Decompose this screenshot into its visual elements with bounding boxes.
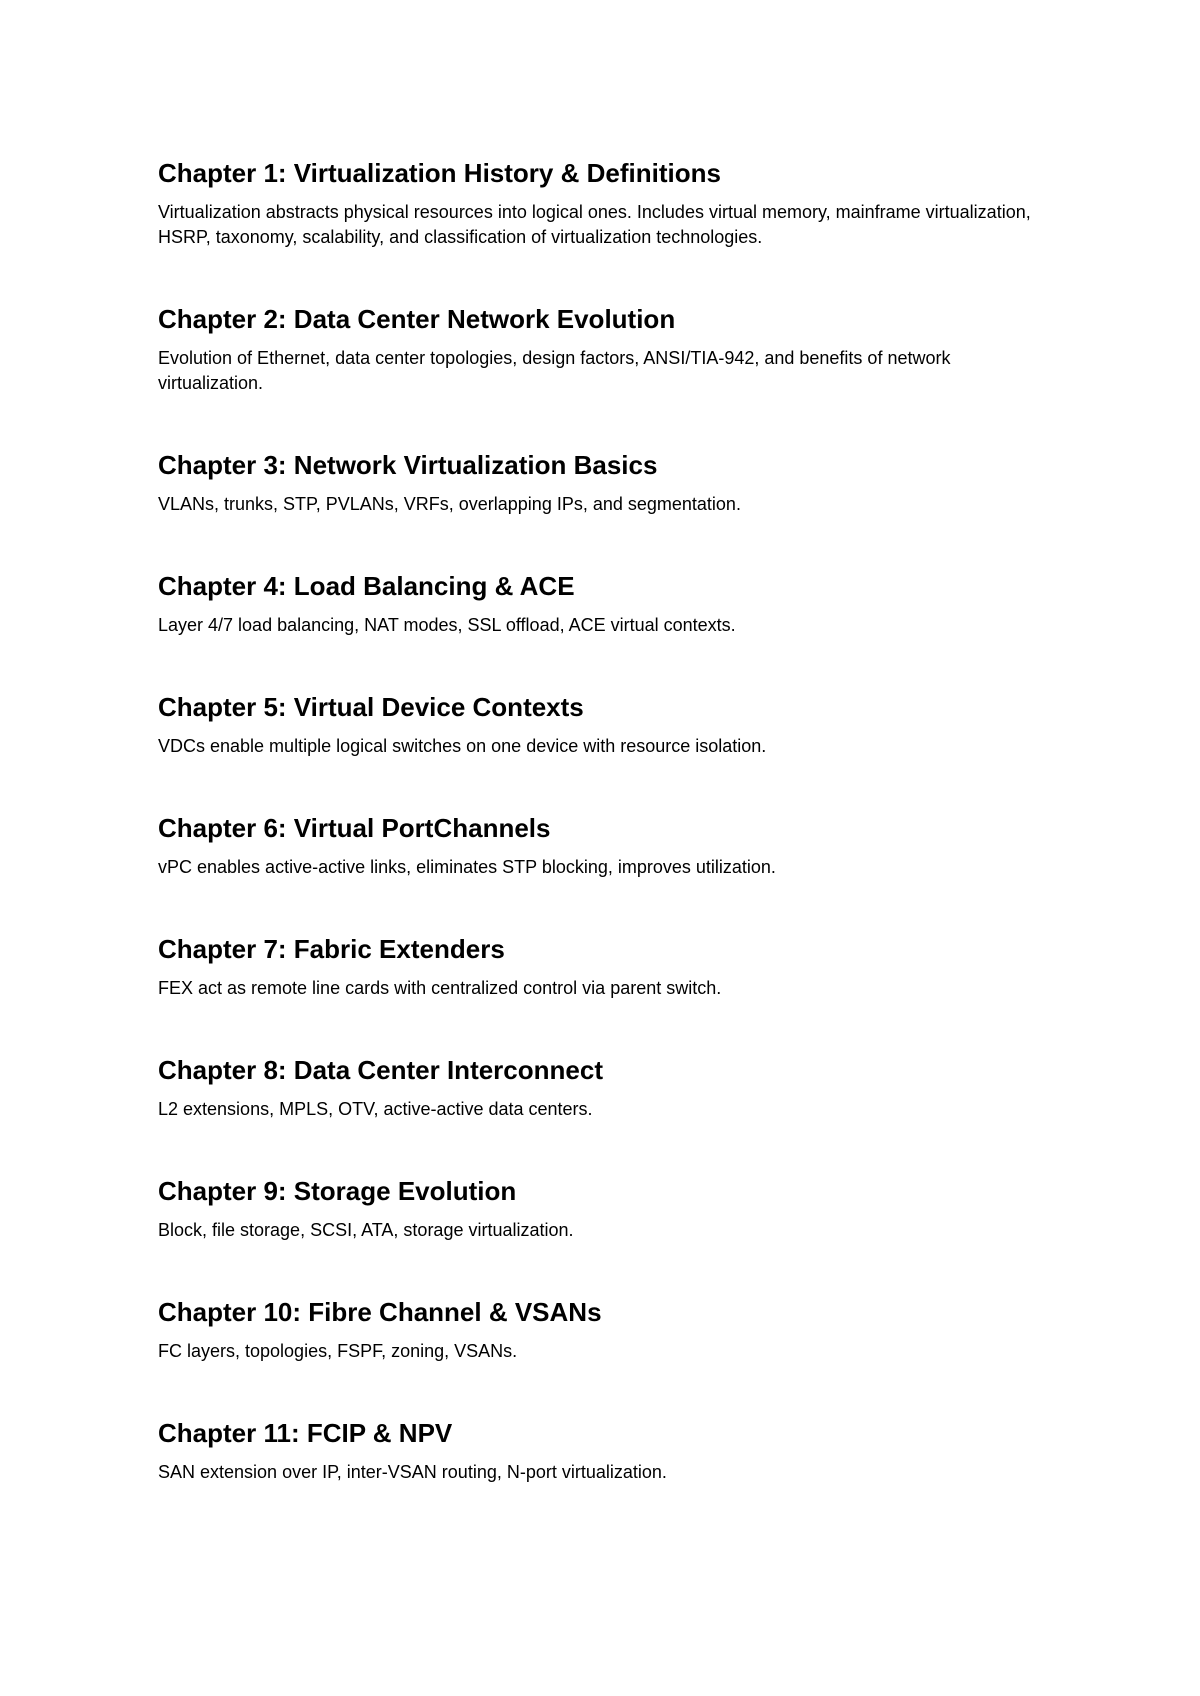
chapter-5 <box>158 690 1058 759</box>
chapter-1 <box>158 156 1058 250</box>
chapter-description: vPC enables active-active links, eliminates STP blocking, improves utilization. <box>158 857 776 877</box>
chapter-3 <box>158 448 1058 517</box>
chapter-10 <box>158 1295 1058 1364</box>
chapter-description: SAN extension over IP, inter-VSAN routing, N-port virtualization. <box>158 1462 667 1482</box>
chapter-8 <box>158 1053 1058 1122</box>
chapter-description: Evolution of Ethernet, data center topologies, design factors, ANSI/TIA-942, and benefits of network virtualization. <box>158 348 951 393</box>
chapter-title: Chapter 7: Fabric Extenders <box>158 934 505 964</box>
chapter-title: Chapter 6: Virtual PortChannels <box>158 813 551 843</box>
chapter-11 <box>158 1416 1058 1485</box>
chapter-4 <box>158 569 1058 638</box>
chapter-title: Chapter 3: Network Virtualization Basics <box>158 450 658 480</box>
chapter-description: VLANs, trunks, STP, PVLANs, VRFs, overlapping IPs, and segmentation. <box>158 494 741 514</box>
chapter-description: FEX act as remote line cards with centralized control via parent switch. <box>158 978 722 998</box>
chapter-description: VDCs enable multiple logical switches on one device with resource isolation. <box>158 736 767 756</box>
document-page <box>158 156 1058 1537</box>
chapter-title: Chapter 1: Virtualization History & Definitions <box>158 158 721 188</box>
chapter-description: FC layers, topologies, FSPF, zoning, VSANs. <box>158 1341 518 1361</box>
chapter-title: Chapter 4: Load Balancing & ACE <box>158 571 575 601</box>
chapter-description: L2 extensions, MPLS, OTV, active-active data centers. <box>158 1099 593 1119</box>
chapter-7 <box>158 932 1058 1001</box>
chapter-description: Layer 4/7 load balancing, NAT modes, SSL offload, ACE virtual contexts. <box>158 615 736 635</box>
chapter-title: Chapter 11: FCIP & NPV <box>158 1418 453 1448</box>
chapter-description: Block, file storage, SCSI, ATA, storage virtualization. <box>158 1220 574 1240</box>
chapter-description: Virtualization abstracts physical resources into logical ones. Includes virtual memory, mainframe virtualization, HSRP, taxonomy, scalability, and classification of virtualization technologies. <box>158 202 1031 247</box>
chapter-6 <box>158 811 1058 880</box>
chapter-9 <box>158 1174 1058 1243</box>
chapter-title: Chapter 5: Virtual Device Contexts <box>158 692 584 722</box>
chapter-title: Chapter 10: Fibre Channel & VSANs <box>158 1297 602 1327</box>
chapter-title: Chapter 8: Data Center Interconnect <box>158 1055 603 1085</box>
chapter-2 <box>158 302 1058 396</box>
chapter-title: Chapter 9: Storage Evolution <box>158 1176 517 1206</box>
chapter-title: Chapter 2: Data Center Network Evolution <box>158 304 676 334</box>
